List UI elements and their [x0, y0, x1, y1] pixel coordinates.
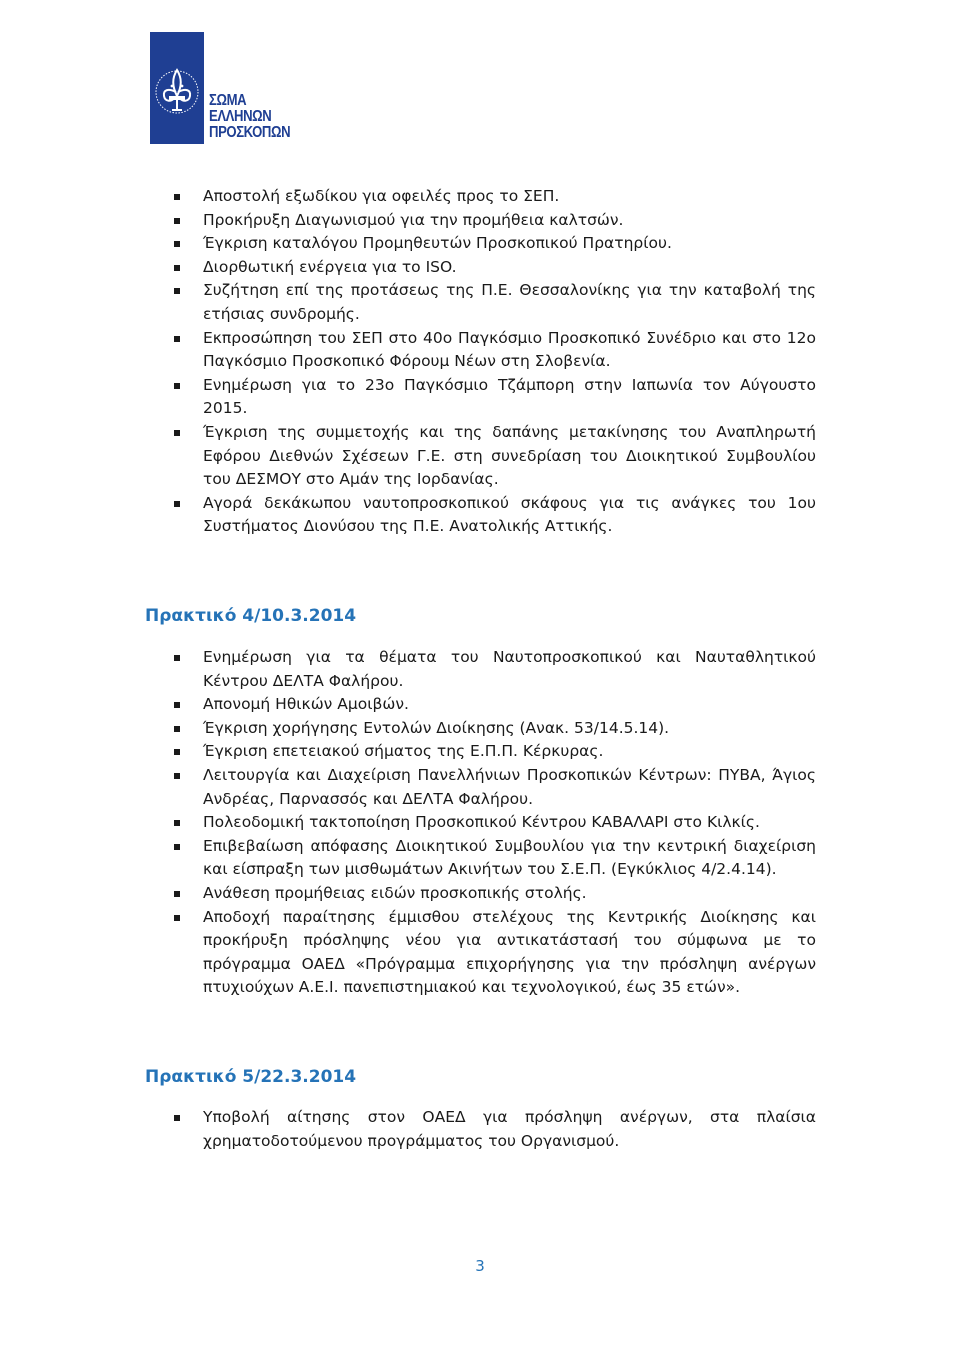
- list-item: Αποστολή εξωδίκου για οφειλές προς το ΣΕΠ.: [170, 185, 816, 209]
- square-bullet-icon: [174, 891, 180, 897]
- square-bullet-icon: [174, 501, 180, 507]
- square-bullet-icon: [174, 749, 180, 755]
- fleur-de-lis-emblem: [150, 32, 204, 144]
- section-heading-minutes-4: Πρακτικό 4/10.3.2014: [145, 606, 357, 626]
- square-bullet-icon: [174, 820, 180, 826]
- list-item: Ενημέρωση για τα θέματα του Ναυτοπροσκοπικού και Ναυταθλητικού Κέντρου ΔΕΛΤΑ Φαλήρου.: [170, 646, 816, 693]
- list-item: Έγκριση της συμμετοχής και της δαπάνης μετακίνησης του Αναπληρωτή Εφόρου Διεθνών Σχέσεων Γ.Ε. στη συνεδρίαση του Διοικητικού Συμβουλίου του ΔΕΣΜΟΥ στο Αμάν της Ιορδανίας.: [170, 421, 816, 492]
- organization-logo: [150, 32, 300, 144]
- list-item: Επιβεβαίωση απόφασης Διοικητικού Συμβουλίου για την κεντρική διαχείριση και είσπραξη των μισθωμάτων Ακινήτων του Σ.Ε.Π. (Εγκύκλιος 4/2.4.14).: [170, 835, 816, 882]
- list-item: Πολεοδομική τακτοποίηση Προσκοπικού Κέντρου ΚΑΒΑΛΑΡΙ στο Κιλκίς.: [170, 811, 816, 835]
- square-bullet-icon: [174, 336, 180, 342]
- square-bullet-icon: [174, 430, 180, 436]
- square-bullet-icon: [174, 726, 180, 732]
- list-item: Έγκριση χορήγησης Εντολών Διοίκησης (Ανακ. 53/14.5.14).: [170, 717, 816, 741]
- list-item: Ενημέρωση για το 23ο Παγκόσμιο Τζάμπορη στην Ιαπωνία τον Αύγουστο 2015.: [170, 374, 816, 421]
- square-bullet-icon: [174, 773, 180, 779]
- list-item: Υποβολή αίτησης στον ΟΑΕΔ για πρόσληψη ανέργων, στα πλαίσια χρηματοδοτούμενου προγράμματος του Οργανισμού.: [170, 1106, 816, 1153]
- logo-line-3: ΠΡΟΣΚΟΠΩΝ: [209, 124, 291, 141]
- list-item: Προκήρυξη Διαγωνισμού για την προμήθεια καλτσών.: [170, 209, 816, 233]
- minutes-4-list: [170, 646, 816, 1000]
- list-item: Αποδοχή παραίτησης έμμισθου στελέχους της Κεντρικής Διοίκησης και προκήρυξη πρόσληψης νέου για αντικατάστασή του σύμφωνα με το πρόγραμμα ΟΑΕΔ «Πρόγραμμα επιχορήγησης για την πρόσληψη ανέργων πτυχιούχων Α.Ε.Ι. πανεπιστημιακού και τεχνολογικού, έως 35 ετών».: [170, 906, 816, 1000]
- list-item: Απονομή Ηθικών Αμοιβών.: [170, 693, 816, 717]
- logo-line-2: ΕΛΛΗΝΩΝ: [209, 108, 272, 125]
- list-item: Συζήτηση επί της προτάσεως της Π.Ε. Θεσσαλονίκης για την καταβολή της ετήσιας συνδρομής.: [170, 279, 816, 326]
- square-bullet-icon: [174, 288, 180, 294]
- square-bullet-icon: [174, 655, 180, 661]
- square-bullet-icon: [174, 702, 180, 708]
- section-heading-minutes-5: Πρακτικό 5/22.3.2014: [145, 1067, 357, 1087]
- list-item: Αγορά δεκάκωπου ναυτοπροσκοπικού σκάφους για τις ανάγκες του 1ου Συστήματος Διονύσου της Π.Ε. Ανατολικής Αττικής.: [170, 492, 816, 539]
- list-item: Διορθωτική ενέργεια για το ISO.: [170, 256, 816, 280]
- page-number: 3: [475, 1257, 485, 1275]
- list-item: Έγκριση καταλόγου Προμηθευτών Προσκοπικού Πρατηρίου.: [170, 232, 816, 256]
- list-item: Έγκριση επετειακού σήματος της Ε.Π.Π. Κέρκυρας.: [170, 740, 816, 764]
- square-bullet-icon: [174, 383, 180, 389]
- square-bullet-icon: [174, 241, 180, 247]
- square-bullet-icon: [174, 218, 180, 224]
- logo-line-1: ΣΩΜΑ: [209, 92, 247, 109]
- minutes-5-list: [170, 1106, 816, 1153]
- list-item: Εκπροσώπηση του ΣΕΠ στο 40ο Παγκόσμιο Προσκοπικό Συνέδριο και στο 12ο Παγκόσμιο Προσκοπικό Φόρουμ Νέων στη Σλοβενία.: [170, 327, 816, 374]
- square-bullet-icon: [174, 915, 180, 921]
- list-item: Λειτουργία και Διαχείριση Πανελλήνιων Προσκοπικών Κέντρων: ΠΥΒΑ, Άγιος Ανδρέας, Παρνασσός και ΔΕΛΤΑ Φαλήρου.: [170, 764, 816, 811]
- list-item: Ανάθεση προμήθειας ειδών προσκοπικής στολής.: [170, 882, 816, 906]
- previous-minutes-list: [170, 185, 816, 539]
- square-bullet-icon: [174, 1115, 180, 1121]
- organization-name: [209, 93, 290, 141]
- square-bullet-icon: [174, 844, 180, 850]
- square-bullet-icon: [174, 265, 180, 271]
- square-bullet-icon: [174, 194, 180, 200]
